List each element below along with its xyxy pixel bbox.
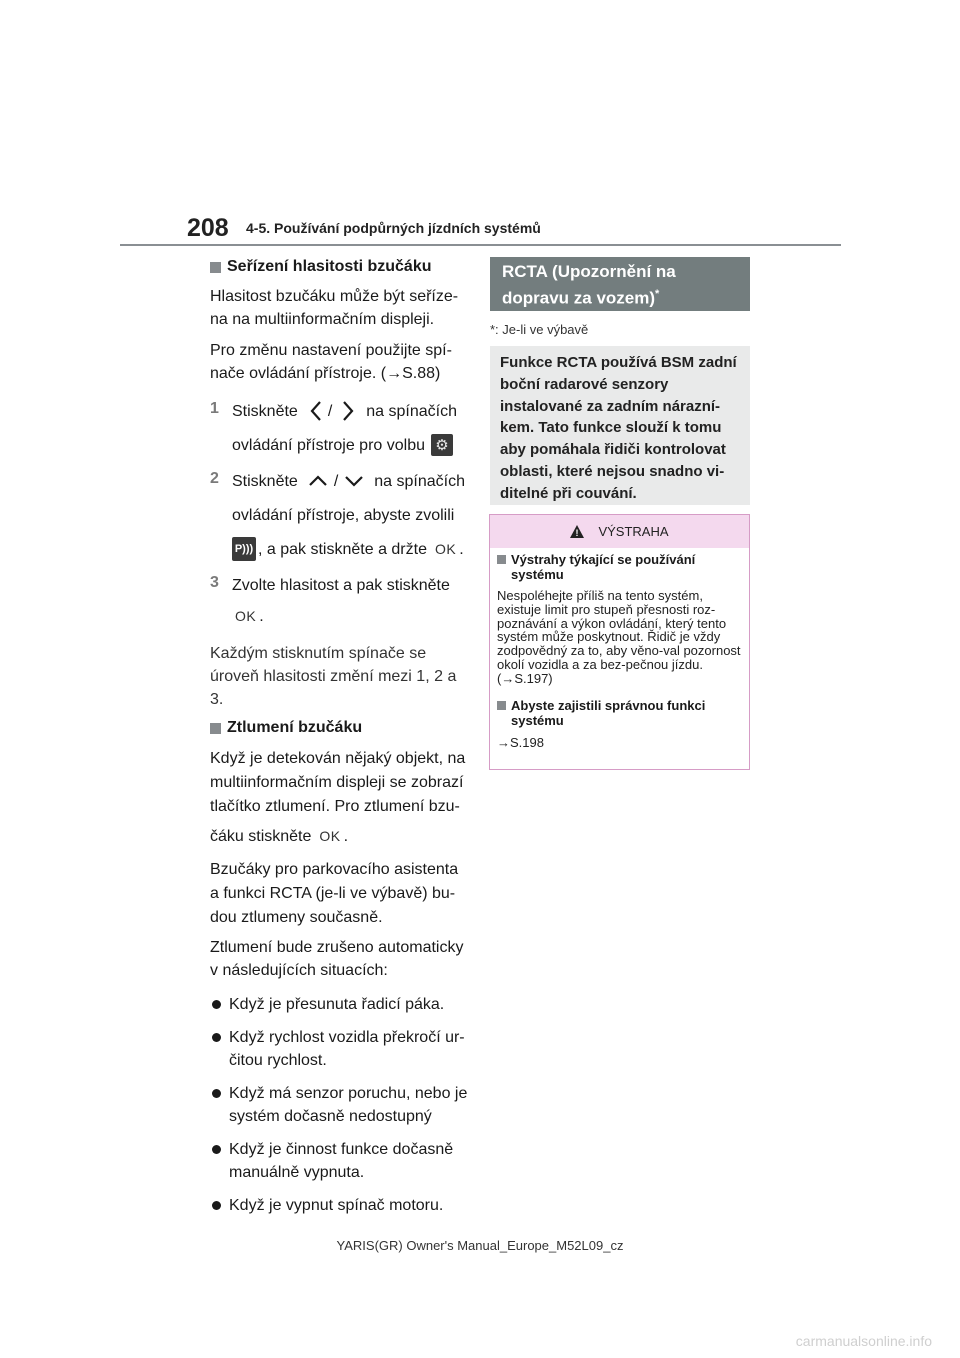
warning-heading-2: Abyste zajistili správnou funkci systému: [497, 698, 742, 728]
buzzers-paragraph: Bzučáky pro parkovacího asistenta a funkci RCTA (je-li ve výbavě) bu-dou ztlumeny současně.: [210, 861, 459, 926]
warning-triangle-icon: !: [570, 525, 584, 538]
volume-paragraph: Hlasitost bzučáku může být seříze-na na multiinformačním displeji.: [210, 288, 459, 328]
chevron-up-icon: [308, 475, 328, 487]
chevron-down-icon: [344, 475, 364, 487]
list-item: Když je přesunuta řadicí páka.: [210, 993, 470, 1016]
header-rule: [120, 244, 841, 246]
warning-text-1: Nespoléhejte příliš na tento systém, existuje limit pro stupeň přesnosti roz-poznávání a výkon ovládání, který tento systém může poskytnout. Řidič je vždy zodpovědný za to, aby věno-val pozornost okolí vozidla a za bez-pečnou jízdu. (→S.197): [497, 588, 741, 686]
square-bullet-icon: [210, 723, 221, 734]
mute-heading: Ztlumení bzučáku: [210, 717, 470, 739]
mute-paragraph: Když je detekován nějaký objekt, na multiinformačním displeji se zobrazí tlačítko ztlumení. Pro ztlumení bzu-: [210, 750, 466, 815]
step-3: 3 Zvolte hlasitost a pak stiskněte OK .: [210, 571, 470, 634]
list-item: Když je činnost funkce dočasně manuálně vypnuta.: [210, 1138, 470, 1184]
warning-text-2: →S.198: [497, 734, 544, 750]
step-2: 2 Stiskněte / na spínačích ovládání přístroje, abyste zvolili P ))) , a pak stiskněte a držte OK .: [210, 467, 470, 569]
section-title: 4-5. Používání podpůrných jízdních systémů: [246, 220, 541, 236]
square-bullet-icon: [497, 555, 506, 564]
settings-paragraph: Pro změnu nastavení použijte spí-nače ovládání přístroje. (→S.88): [210, 342, 452, 382]
bullet-icon: [212, 1000, 221, 1009]
warning-heading-1: Výstrahy týkající se používání systému: [497, 552, 742, 582]
buzzer-volume-heading: Seřízení hlasitosti bzučáku: [210, 256, 470, 278]
footnote: *: Je-li ve výbavě: [490, 322, 589, 337]
ok-button-icon: OK: [434, 540, 457, 557]
step-1: 1 Stiskněte / na spínačích ovládání přístroje pro volbu ⚙: [210, 397, 470, 465]
square-bullet-icon: [210, 262, 221, 273]
cancel-paragraph: Ztlumení bude zrušeno automaticky v následujících situacích:: [210, 939, 464, 979]
list-item: Když rychlost vozidla překročí ur-čitou rychlost.: [210, 1026, 470, 1072]
list-item: Když je vypnut spínač motoru.: [210, 1194, 470, 1217]
list-item: Když má senzor poruchu, nebo je systém dočasně nedostupný: [210, 1082, 470, 1128]
rcta-description: Funkce RCTA používá BSM zadní boční radarové senzory instalované za zadním nárazní-kem. Tato funkce slouží k tomu aby pomáhala řidiči kontrolovat oblasti, které nejsou snadno vi-ditelné při couvání.: [490, 346, 750, 505]
bullet-icon: [212, 1145, 221, 1154]
warning-box: [489, 514, 750, 770]
bullet-icon: [212, 1033, 221, 1042]
ok-button-icon: OK: [235, 608, 257, 624]
rcta-heading: RCTA (Upozornění na dopravu za vozem)*: [490, 257, 750, 311]
warning-title-bar: ! VÝSTRAHA: [490, 515, 749, 548]
bullet-icon: [212, 1201, 221, 1210]
ok-button-icon: OK: [319, 828, 341, 844]
parking-sensor-icon: P ))): [232, 537, 256, 561]
footer: YARIS(GR) Owner's Manual_Europe_M52L09_cz: [336, 1238, 624, 1253]
chevron-left-icon: [310, 400, 322, 422]
bullet-icon: [212, 1089, 221, 1098]
mute-paragraph-end: čáku stiskněte OK .: [210, 825, 470, 848]
watermark: carmanualsonline.info: [795, 1333, 932, 1349]
step-number: 3: [210, 574, 219, 591]
step-number: 1: [210, 400, 219, 417]
step-number: 2: [210, 470, 219, 487]
chevron-right-icon: [342, 400, 354, 422]
gear-icon: ⚙: [431, 434, 453, 456]
volume-note: Každým stisknutím spínače se úroveň hlasitosti změní mezi 1, 2 a 3.: [210, 645, 457, 708]
left-column: [210, 256, 470, 1217]
square-bullet-icon: [497, 701, 506, 710]
page-number: 208: [187, 214, 229, 242]
